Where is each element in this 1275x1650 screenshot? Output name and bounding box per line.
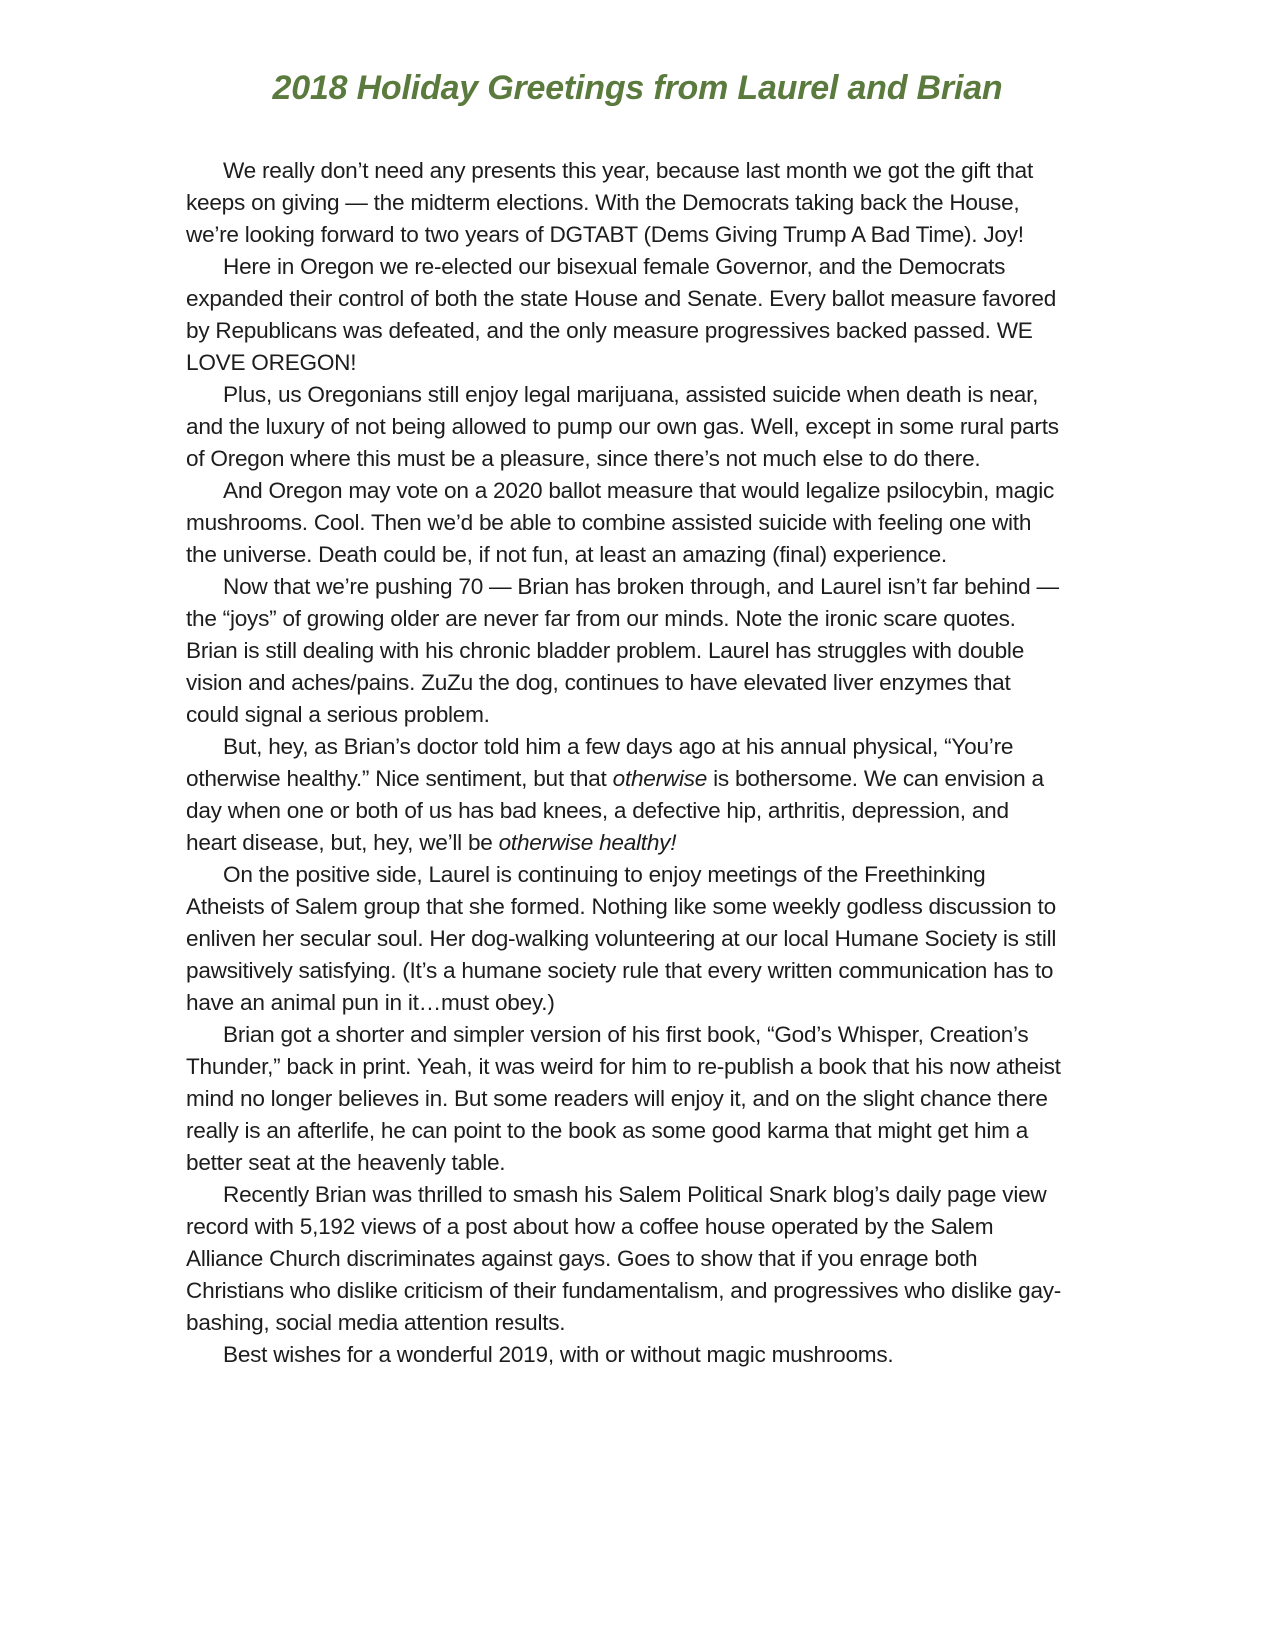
letter-title: 2018 Holiday Greetings from Laurel and Brian — [272, 69, 1003, 107]
body-text: We really don’t need any presents this year, because last month we got the gift that keeps on giving — the midterm elections. With the Democrats taking back the House, we’re looking forward to two years of DGTABT (Dems Giving Trump A Bad Time). Joy! — [186, 157, 1034, 247]
body-text: Now that we’re pushing 70 — Brian has broken through, and Laurel isn’t far behind — the “joys” of growing older are never far from our minds. Note the ironic scare quotes. Brian is still dealing with his chronic bladder problem. Laurel has struggles with double vision and aches/pains. ZuZu the dog, continues to have elevated liver enzymes that could signal a serious problem. — [186, 573, 1059, 727]
paragraph — [186, 475, 1062, 571]
paragraph — [186, 251, 1062, 379]
paragraph — [186, 1019, 1062, 1179]
body-text: On the positive side, Laurel is continuing to enjoy meetings of the Freethinking Atheists of Salem group that she formed. Nothing like some weekly godless discussion to enliven her secular soul. Her dog-walking volunteering at our local Humane Society is still pawsitively satisfying. (It’s a humane society rule that every written communication has to have an animal pun in it…must obey.) — [186, 861, 1057, 1015]
body-text: Best wishes for a wonderful 2019, with or without magic mushrooms. — [223, 1341, 894, 1367]
emphasized-text: otherwise healthy! — [498, 829, 677, 855]
body-text: Here in Oregon we re-elected our bisexual female Governor, and the Democrats expanded their control of both the state House and Senate. Every ballot measure favored by Republicans was defeated, and the only measure progressives backed passed. WE LOVE OREGON! — [186, 253, 1057, 375]
body-text: And Oregon may vote on a 2020 ballot measure that would legalize psilocybin, magic mushrooms. Cool. Then we’d be able to combine assisted suicide with feeling one with the universe. Death could be, if not fun, at least an amazing (final) experience. — [186, 477, 1055, 567]
paragraph — [186, 1339, 1062, 1371]
emphasized-text: otherwise — [612, 765, 708, 791]
paragraph — [186, 731, 1062, 859]
paragraph — [186, 379, 1062, 475]
body-text: Recently Brian was thrilled to smash his Salem Political Snark blog’s daily page view record with 5,192 views of a post about how a coffee house operated by the Salem Alliance Church discriminates against gays. Goes to show that if you enrage both Christians who dislike criticism of their fundamentalism, and progressives who dislike gay-bashing, social media attention results. — [186, 1181, 1062, 1335]
paragraph — [186, 1179, 1062, 1339]
paragraph — [186, 571, 1062, 731]
letter-body — [186, 155, 1062, 1371]
paragraph — [186, 155, 1062, 251]
body-text: is bothersome. We can envision a day when one or both of us has bad knees, a defective hip, arthritis, depression, and heart disease, but, hey, we’ll be — [186, 765, 1044, 855]
body-text: But, hey, as Brian’s doctor told him a few days ago at his annual physical, “You’re otherwise healthy.” Nice sentiment, but that — [186, 733, 1014, 791]
body-text: Plus, us Oregonians still enjoy legal marijuana, assisted suicide when death is near, and the luxury of not being allowed to pump our own gas. Well, except in some rural parts of Oregon where this must be a pleasure, since there’s not much else to do there. — [186, 381, 1059, 471]
body-text: Brian got a shorter and simpler version of his first book, “God’s Whisper, Creation’s Thunder,” back in print. Yeah, it was weird for him to re-publish a book that his now atheist mind no longer believes in. But some readers will enjoy it, and on the slight chance there really is an afterlife, he can point to the book as some good karma that might get him a better seat at the heavenly table. — [186, 1021, 1061, 1175]
paragraph — [186, 859, 1062, 1019]
